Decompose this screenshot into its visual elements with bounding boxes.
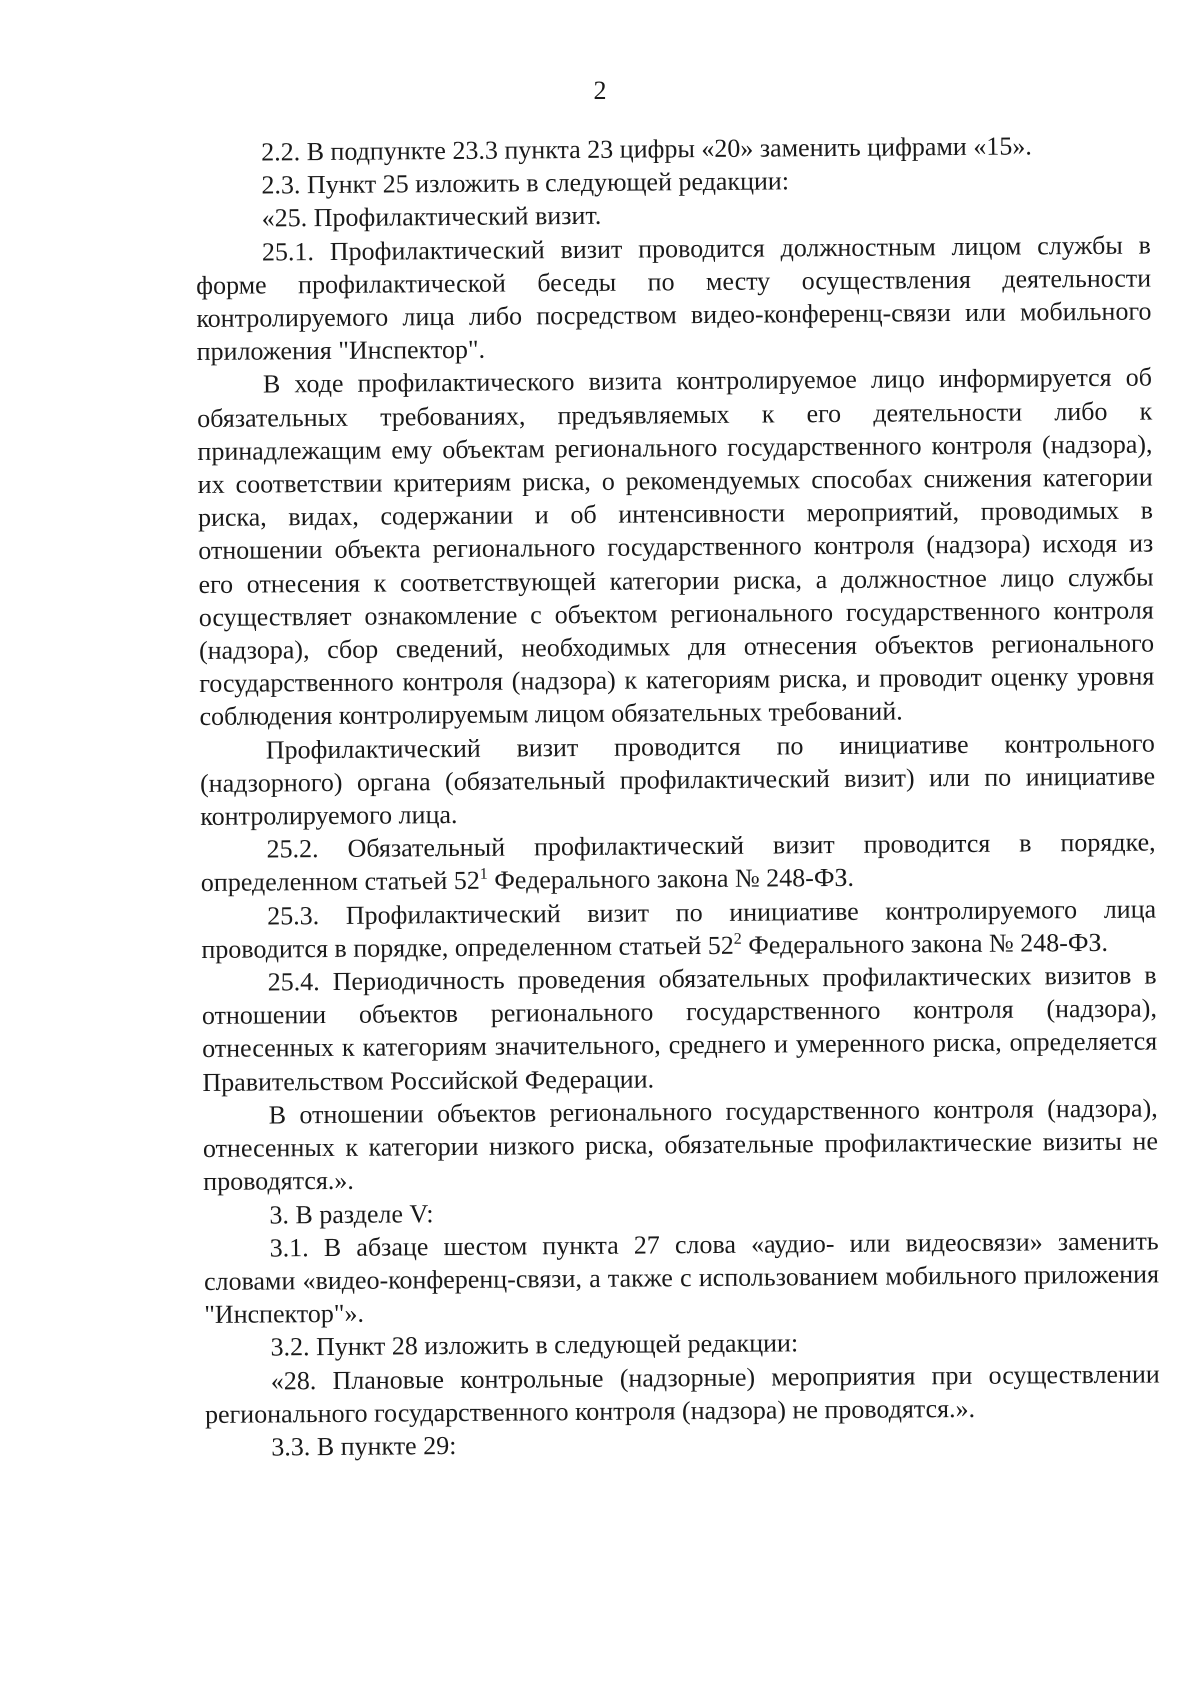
paragraph-3-1: 3.1. В абзаце шестом пункта 27 слова «аудио- или видеосвязи» заменить словами «видео-конференц-связи, а также с использованием мобильного приложения "Инспектор"». (203, 1226, 1160, 1330)
page-number: 2 (593, 76, 607, 105)
paragraph-2-2: 2.2. В подпункте 23.3 пункта 23 цифры «20» заменить цифрами «15». (261, 131, 1032, 167)
superscript-article-52-1: 1 (479, 866, 488, 884)
superscript-article-52-2: 2 (733, 930, 742, 948)
paragraph-3-3: 3.3. В пункте 29: (271, 1430, 457, 1462)
paragraph-25-2 (200, 826, 1155, 900)
paragraph-25-3-tail: Федерального закона № 248-ФЗ. (741, 927, 1109, 960)
paragraph-25-2-text: 25.2. Обязательный профилактический визит проводится в порядке, определенном статьей 52 (200, 827, 1156, 898)
paragraph-low-risk: В отношении объектов регионального государственного контроля (надзора), отнесенных к категории низкого риска, обязательные профилактические визиты не проводятся.». (202, 1093, 1159, 1197)
paragraph-3-2: 3.2. Пункт 28 изложить в следующей редакции: (270, 1328, 799, 1362)
paragraph-25-2-tail: Федерального закона № 248-ФЗ. (487, 863, 855, 896)
paragraph-visit-content: В ходе профилактического визита контролируемое лицо информируется об обязательных требованиях, предъявляемых к его деятельности либо к принадлежащим ему объектам регионального государственного контроля (надзора), их соответствии критериям риска, о рекомендуемых способах снижения категории риска, видах, содержании и об интенсивности мероприятий, проводимых в отношении объекта регионального государственного контроля (надзора) исходя из его отнесения к соответствующей категории риска, а должностное лицо службы осуществляет ознакомление с объектом регионального государственного контроля (надзора), сбор сведений, необходимых для отнесения объектов регионального государственного контроля (надзора) к категориям риска, и проводит оценку уровня соблюдения контролируемым лицом обязательных требований. (197, 362, 1155, 732)
paragraph-section-3: 3. В разделе V: (269, 1198, 434, 1229)
paragraph-25-heading: «25. Профилактический визит. (261, 201, 602, 233)
paragraph-2-3: 2.3. Пункт 25 изложить в следующей редакции: (261, 166, 790, 200)
paragraph-25-3 (201, 892, 1156, 966)
paragraph-25-3-text: 25.3. Профилактический визит по инициативе контролируемого лица проводится в порядке, определенном статьей 52 (201, 894, 1157, 964)
document-body (195, 128, 1160, 1464)
paragraph-visit-initiative: Профилактический визит проводится по инициативе контрольного (надзорного) органа (обязательный профилактический визит) или по инициативе контролируемого лица. (199, 728, 1156, 832)
paragraph-28: «28. Плановые контрольные (надзорные) мероприятия при осуществлении регионального государственного контроля (надзора) не проводятся.». (204, 1358, 1160, 1429)
paragraph-25-4: 25.4. Периодичность проведения обязательных профилактических визитов в отношении объектов регионального государственного контроля (надзора), отнесенных к категориям значительного, среднего и умеренного риска, определяется Правительством Российской Федерации. (201, 960, 1158, 1097)
paragraph-25-1: 25.1. Профилактический визит проводится должностным лицом службы в форме профилактической беседы по месту осуществления деятельности контролируемого лица либо посредством видео-конференц-связи или мобильного приложения "Инспектор". (196, 230, 1152, 367)
